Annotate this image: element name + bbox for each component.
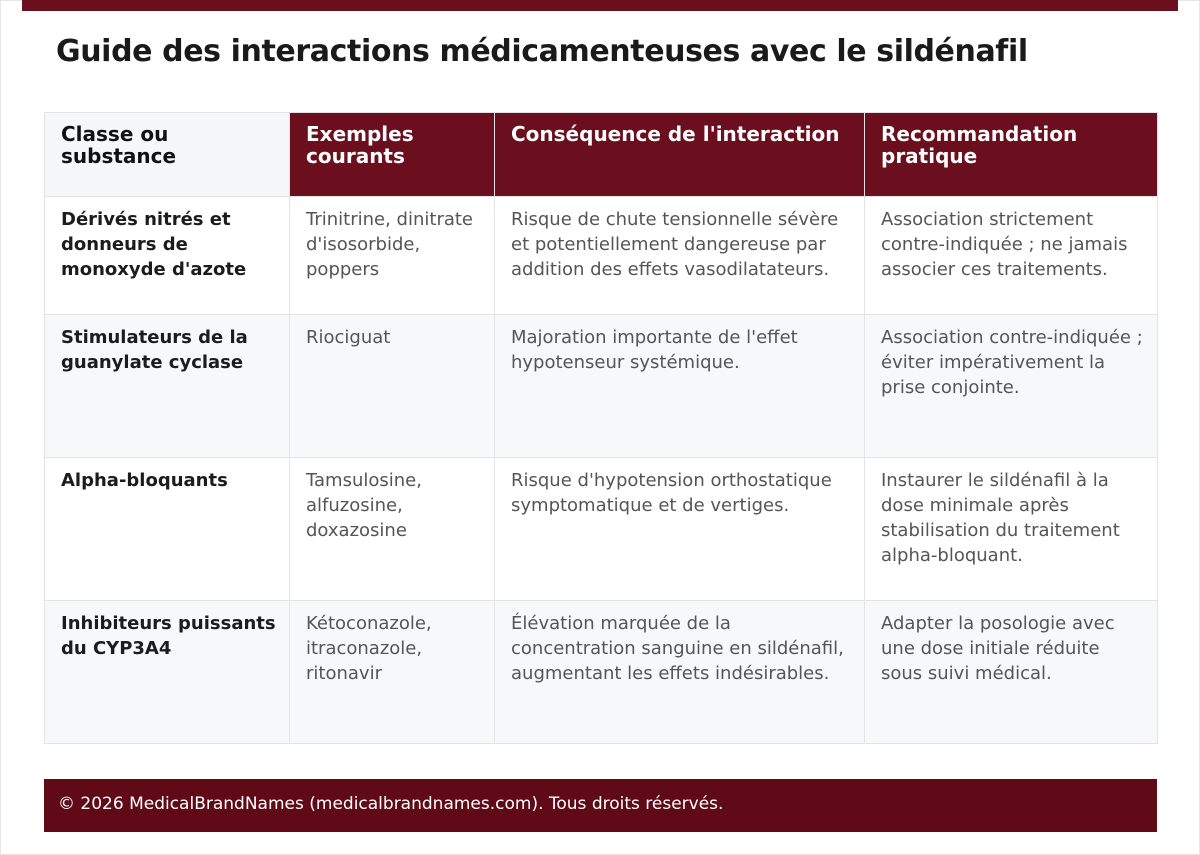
cell-classe: Dérivés nitrés et donneurs de monoxyde d'azote: [45, 197, 290, 315]
cell-consequence: Majoration importante de l'effet hypotenseur systémique.: [495, 315, 865, 458]
top-accent-bar: [22, 0, 1178, 11]
page-title: Guide des interactions médicamenteuses avec le sildénafil: [56, 34, 1028, 69]
cell-classe: Stimulateurs de la guanylate cyclase: [45, 315, 290, 458]
cell-recommandation: Association contre-indiquée ; éviter impérativement la prise conjointe.: [865, 315, 1158, 458]
cell-consequence: Élévation marquée de la concentration sanguine en sildénafil, augmentant les effets indésirables.: [495, 601, 865, 744]
table-row: [45, 315, 1158, 458]
table-row: [45, 458, 1158, 601]
cell-recommandation: Instaurer le sildénafil à la dose minimale après stabilisation du traitement alpha-bloquant.: [865, 458, 1158, 601]
header-classe: Classe ou substance: [45, 113, 290, 197]
copyright-footer: © 2026 MedicalBrandNames (medicalbrandnames.com). Tous droits réservés.: [44, 779, 1157, 832]
cell-classe: Inhibiteurs puissants du CYP3A4: [45, 601, 290, 744]
cell-recommandation: Association strictement contre-indiquée ; ne jamais associer ces traitements.: [865, 197, 1158, 315]
cell-classe: Alpha-bloquants: [45, 458, 290, 601]
cell-consequence: Risque d'hypotension orthostatique symptomatique et de vertiges.: [495, 458, 865, 601]
cell-recommandation: Adapter la posologie avec une dose initiale réduite sous suivi médical.: [865, 601, 1158, 744]
header-consequence: Conséquence de l'interaction: [495, 113, 865, 197]
header-exemples: Exemples courants: [290, 113, 495, 197]
cell-exemples: Trinitrine, dinitrate d'isosorbide, poppers: [290, 197, 495, 315]
table-row: [45, 601, 1158, 744]
table-header-row: [45, 113, 1158, 197]
header-recommandation: Recommandation pratique: [865, 113, 1158, 197]
cell-exemples: Kétoconazole, itraconazole, ritonavir: [290, 601, 495, 744]
cell-exemples: Riociguat: [290, 315, 495, 458]
table-row: [45, 197, 1158, 315]
interactions-table: [44, 112, 1158, 744]
cell-exemples: Tamsulosine, alfuzosine, doxazosine: [290, 458, 495, 601]
cell-consequence: Risque de chute tensionnelle sévère et potentiellement dangereuse par addition des effets vasodilatateurs.: [495, 197, 865, 315]
